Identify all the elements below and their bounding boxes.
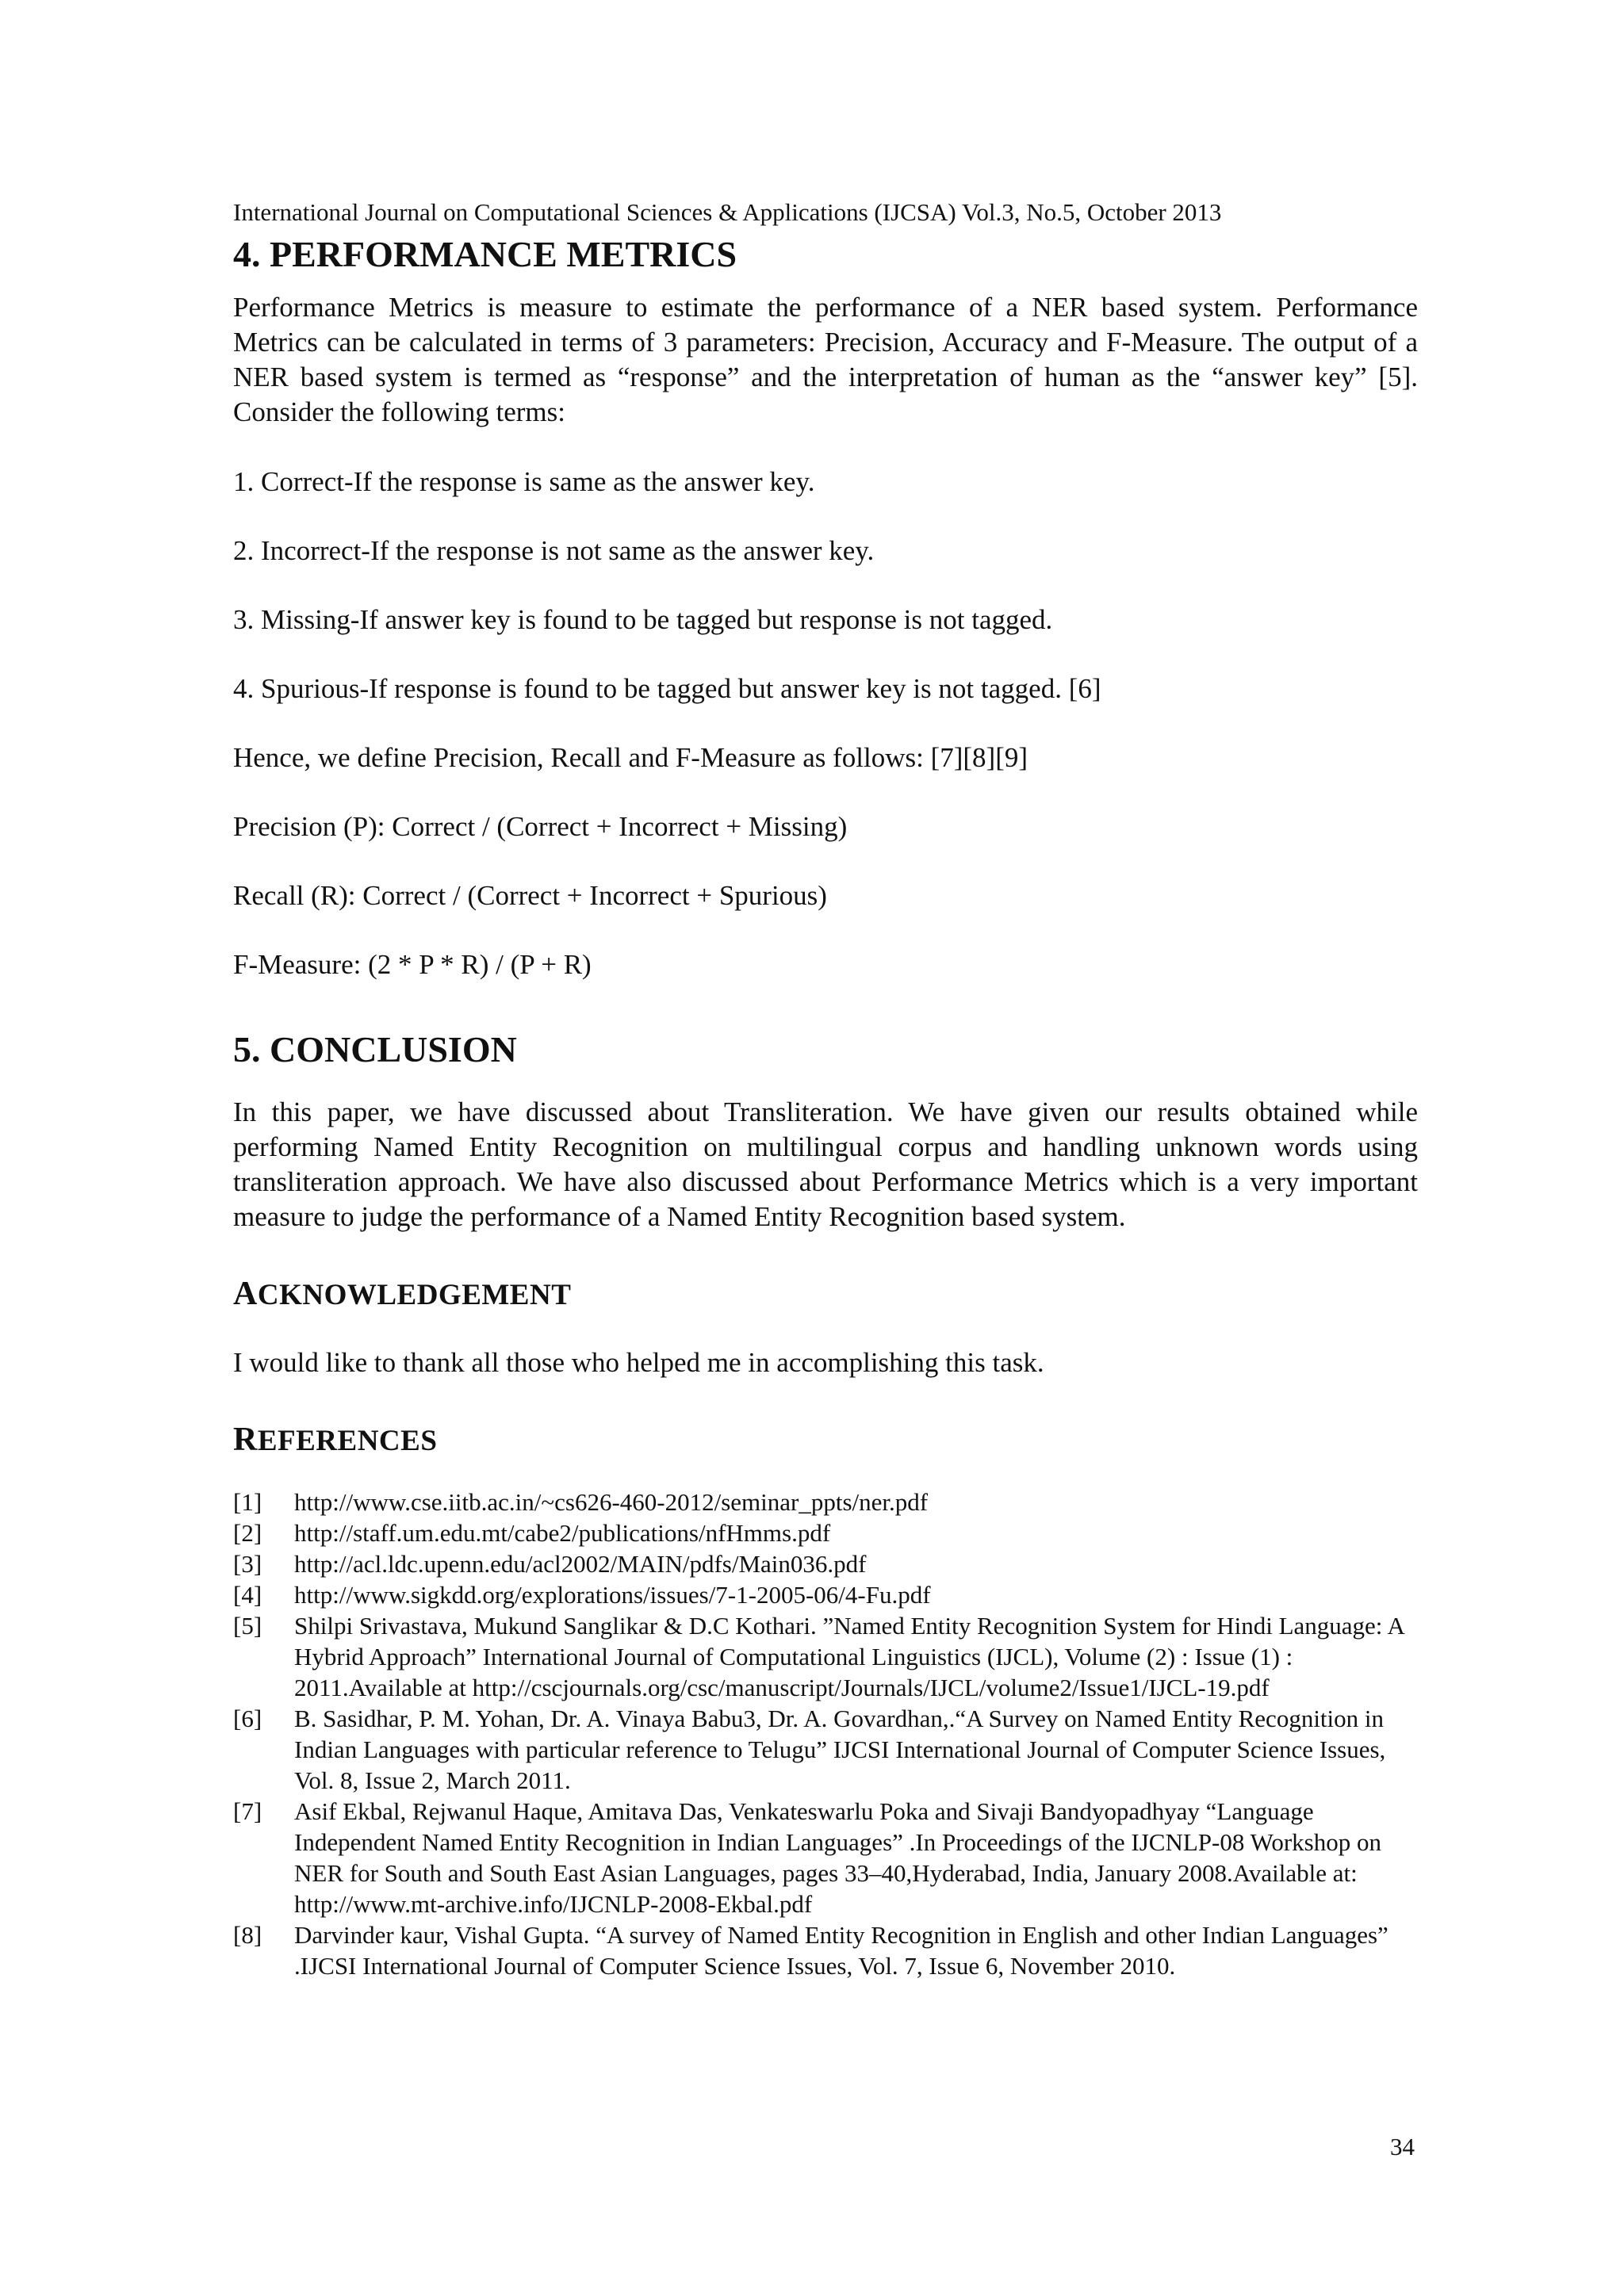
reference-item [233, 1796, 1418, 1919]
reference-number: [2] [233, 1519, 262, 1547]
reference-text: Darvinder kaur, Vishal Gupta. “A survey of Named Entity Recognition in English and other Indian Languages” .IJCSI International Journal of Computer Science Issues, Vol. 7, Issue 6, November 2010. [294, 1921, 1388, 1980]
definitions-intro: Hence, we define Precision, Recall and F-Measure as follows: [7][8][9] [233, 742, 1028, 773]
reference-item [233, 1610, 1418, 1703]
acknowledgement-text: I would like to thank all those who helped me in accomplishing this task. [233, 1347, 1044, 1378]
term-spurious: 4. Spurious-If response is found to be tagged but answer key is not tagged. [6] [233, 673, 1101, 704]
precision-formula: Precision (P): Correct / (Correct + Incorrect + Missing) [233, 811, 848, 842]
reference-item [233, 1703, 1418, 1796]
reference-text: http://staff.um.edu.mt/cabe2/publications/nfHmms.pdf [294, 1519, 831, 1547]
reference-item [233, 1548, 1418, 1579]
term-missing: 3. Missing-If answer key is found to be tagged but response is not tagged. [233, 604, 1053, 635]
acknowledgement-heading-initial: A [233, 1276, 258, 1312]
f-measure-formula: F-Measure: (2 * P * R) / (P + R) [233, 949, 592, 980]
reference-text: B. Sasidhar, P. M. Yohan, Dr. A. Vinaya Babu3, Dr. A. Govardhan,.“A Survey on Named Entity Recognition in Indian Languages with particular reference to Telugu” IJCSI International Journal of Computer Science Issues, Vol. 8, Issue 2, March 2011. [294, 1705, 1386, 1794]
term-incorrect: 2. Incorrect-If the response is not same as the answer key. [233, 535, 875, 566]
page-content [233, 197, 1418, 1994]
reference-item [233, 1487, 1418, 1517]
section-4-heading: 4. PERFORMANCE METRICS [233, 234, 737, 274]
conclusion-text: In this paper, we have discussed about Transliteration. We have given our results obtained while performing Named Entity Recognition on multilingual corpus and handling unknown words using transliteration approach. We have also discussed about Performance Metrics which is a very important measure to judge the performance of a Named Entity Recognition based system. [233, 1096, 1418, 1232]
reference-text: http://acl.ldc.upenn.edu/acl2002/MAIN/pdfs/Main036.pdf [294, 1550, 867, 1578]
reference-number: [8] [233, 1921, 262, 1949]
reference-text: http://www.cse.iitb.ac.in/~cs626-460-2012/seminar_ppts/ner.pdf [294, 1488, 929, 1516]
recall-formula: Recall (R): Correct / (Correct + Incorrect + Spurious) [233, 880, 827, 911]
reference-item [233, 1579, 1418, 1610]
reference-number: [5] [233, 1612, 262, 1640]
reference-item [233, 1919, 1418, 1981]
reference-list [233, 1487, 1418, 1981]
references-heading [233, 1422, 1418, 1460]
running-header: International Journal on Computational Sciences & Applications (IJCSA) Vol.3, No.5, October 2013 [233, 198, 1222, 226]
references-heading-rest: EFERENCES [257, 1425, 438, 1457]
page-number: 34 [1390, 2133, 1415, 2160]
reference-number: [1] [233, 1488, 262, 1516]
acknowledgement-heading-rest: CKNOWLEDGEMENT [257, 1279, 572, 1311]
reference-text: Shilpi Srivastava, Mukund Sanglikar & D.C Kothari. ”Named Entity Recognition System for Hindi Language: A Hybrid Approach” International Journal of Computational Linguistics (IJCL), Volume (2) : Issue (1) : 2011.Available at http://cscjournals.org/csc/manuscript/Journals/IJCL/volume2/Issue1/IJCL-19.pdf [294, 1612, 1404, 1701]
reference-text: Asif Ekbal, Rejwanul Haque, Amitava Das, Venkateswarlu Poka and Sivaji Bandyopadhyay “Language Independent Named Entity Recognition in Indian Languages” .In Proceedings of the IJCNLP-08 Workshop on NER for South and South East Asian Languages, pages 33–40,Hyderabad, India, January 2008.Available at: http://www.mt-archive.info/IJCNLP-2008-Ekbal.pdf [294, 1797, 1381, 1918]
section-4-intro: Performance Metrics is measure to estimate the performance of a NER based system. Performance Metrics can be calculated in terms of 3 parameters: Precision, Accuracy and F-Measure. The output of a NER based system is termed as “response” and the interpretation of human as the “answer key” [5]. Consider the following terms: [233, 292, 1418, 427]
reference-item [233, 1517, 1418, 1548]
section-5-heading: 5. CONCLUSION [233, 1029, 517, 1070]
reference-number: [6] [233, 1705, 262, 1732]
reference-number: [3] [233, 1550, 262, 1578]
reference-number: [7] [233, 1797, 262, 1825]
reference-text: http://www.sigkdd.org/explorations/issues/7-1-2005-06/4-Fu.pdf [294, 1581, 931, 1609]
references-heading-initial: R [233, 1422, 258, 1458]
term-correct: 1. Correct-If the response is same as the answer key. [233, 466, 815, 497]
reference-number: [4] [233, 1581, 262, 1609]
acknowledgement-heading [233, 1276, 1418, 1314]
